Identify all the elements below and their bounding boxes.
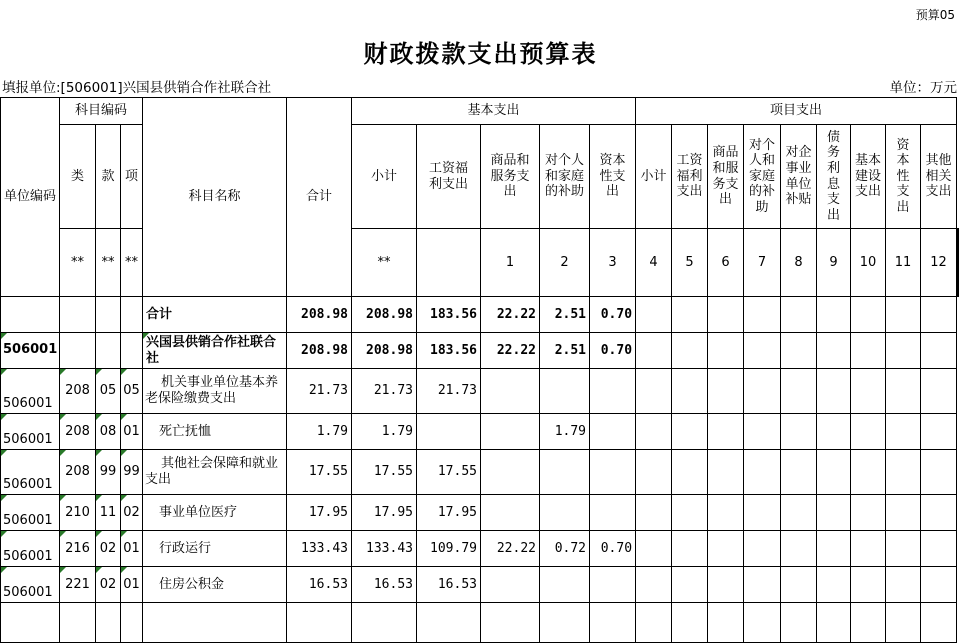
header-basic-capital: 资本性支出 [590, 125, 636, 229]
basic-subtotal-cell: 208.98 [352, 333, 417, 369]
header-project-personal: 对个人和家庭的补助 [744, 125, 781, 229]
report-code: 预算05 [915, 8, 955, 22]
currency-unit: 单位：万元 [889, 80, 957, 96]
basic-capital-cell: 0.70 [590, 333, 636, 369]
header-basic-personal: 对个人和家庭的补助 [540, 125, 590, 229]
basic-goods-cell [481, 450, 540, 495]
unit-code-cell: 506001 [1, 495, 60, 531]
basic-personal-cell: 2.51 [540, 297, 590, 333]
basic-personal-cell: 2.51 [540, 333, 590, 369]
header-total: 合计 [287, 98, 352, 297]
index-cell: 6 [708, 229, 744, 297]
subject-name-cell: 机关事业单位基本养老保险缴费支出 [143, 369, 287, 414]
total-cell: 208.98 [287, 297, 352, 333]
total-cell: 133.43 [287, 531, 352, 567]
basic-personal-cell: 0.72 [540, 531, 590, 567]
index-cell: 3 [590, 229, 636, 297]
header-basic-goods: 商品和服务支出 [481, 125, 540, 229]
xiang-cell: 99 [121, 450, 143, 495]
total-cell: 1.79 [287, 414, 352, 450]
basic-goods-cell: 22.22 [481, 297, 540, 333]
xiang-cell: 01 [121, 531, 143, 567]
index-cell: 10 [851, 229, 886, 297]
basic-wage-cell: 16.53 [417, 567, 481, 603]
basic-wage-cell: 17.55 [417, 450, 481, 495]
budget-table [0, 97, 959, 643]
reporting-unit: 填报单位:[506001]兴国县供销合作社联合社 [2, 80, 272, 96]
subject-name-cell: 行政运行 [143, 531, 287, 567]
xiang-cell: 02 [121, 495, 143, 531]
lei-cell: 216 [60, 531, 96, 567]
index-cell: ** [352, 229, 417, 297]
header-project-other: 其他相关支出 [921, 125, 957, 229]
basic-wage-cell: 17.95 [417, 495, 481, 531]
index-cell: 2 [540, 229, 590, 297]
header-project-subtotal: 小计 [636, 125, 672, 229]
xiang-cell: 01 [121, 567, 143, 603]
basic-personal-cell [540, 369, 590, 414]
lei-cell [60, 297, 96, 333]
kuan-cell: 05 [96, 369, 121, 414]
lei-cell: 208 [60, 414, 96, 450]
unit-code-cell: 506001 [1, 369, 60, 414]
basic-capital-cell [590, 495, 636, 531]
basic-personal-cell [540, 450, 590, 495]
lei-cell: 221 [60, 567, 96, 603]
kuan-cell: 08 [96, 414, 121, 450]
basic-goods-cell: 22.22 [481, 531, 540, 567]
index-cell: ** [60, 229, 96, 297]
table-row-unit [1, 333, 959, 369]
total-cell: 17.95 [287, 495, 352, 531]
header-xiang: 项 [121, 125, 143, 229]
unit-code-cell: 506001 [1, 450, 60, 495]
basic-subtotal-cell: 17.55 [352, 450, 417, 495]
xiang-cell [121, 333, 143, 369]
kuan-cell [96, 297, 121, 333]
xiang-cell [121, 297, 143, 333]
index-cell: 4 [636, 229, 672, 297]
header-project-enterprise-subsidy: 对企事业单位补贴 [781, 125, 817, 229]
header-project-wage: 工资福利支出 [672, 125, 708, 229]
unit-code-cell [1, 297, 60, 333]
table-row [1, 414, 959, 450]
lei-cell: 210 [60, 495, 96, 531]
header-project-infrastructure: 基本建设支出 [851, 125, 886, 229]
subject-name-cell: 住房公积金 [143, 567, 287, 603]
index-cell [958, 229, 959, 297]
kuan-cell: 99 [96, 450, 121, 495]
header-project-expenditure: 项目支出 [636, 98, 957, 125]
xiang-cell: 05 [121, 369, 143, 414]
kuan-cell: 11 [96, 495, 121, 531]
basic-subtotal-cell: 133.43 [352, 531, 417, 567]
header-unit-code: 单位编码 [1, 98, 60, 297]
index-cell: ** [96, 229, 121, 297]
basic-wage-cell [417, 414, 481, 450]
total-cell: 21.73 [287, 369, 352, 414]
basic-goods-cell: 22.22 [481, 333, 540, 369]
index-cell: ** [121, 229, 143, 297]
header-subject-name: 科目名称 [143, 98, 287, 297]
index-cell: 8 [781, 229, 817, 297]
basic-wage-cell: 109.79 [417, 531, 481, 567]
basic-subtotal-cell: 21.73 [352, 369, 417, 414]
basic-capital-cell [590, 450, 636, 495]
subject-name-cell: 兴国县供销合作社联合社 [143, 333, 287, 369]
basic-personal-cell [540, 495, 590, 531]
xiang-cell: 01 [121, 414, 143, 450]
page-title: 财政拨款支出预算表 [363, 39, 598, 68]
basic-capital-cell [590, 369, 636, 414]
basic-subtotal-cell: 1.79 [352, 414, 417, 450]
subject-name-cell: 死亡抚恤 [143, 414, 287, 450]
total-cell: 17.55 [287, 450, 352, 495]
header-project-debt-interest: 债务利息支出 [817, 125, 851, 229]
basic-subtotal-cell: 16.53 [352, 567, 417, 603]
index-cell: 12 [921, 229, 957, 297]
index-cell: 7 [744, 229, 781, 297]
header-subject-code: 科目编码 [60, 98, 143, 125]
table-row [1, 495, 959, 531]
header-project-capital: 资本性支出 [886, 125, 921, 229]
kuan-cell: 02 [96, 567, 121, 603]
basic-wage-cell: 183.56 [417, 333, 481, 369]
index-cell [417, 229, 481, 297]
header-basic-subtotal: 小计 [352, 125, 417, 229]
lei-cell: 208 [60, 450, 96, 495]
unit-code-cell: 506001 [1, 567, 60, 603]
subject-name-cell: 事业单位医疗 [143, 495, 287, 531]
basic-wage-cell: 183.56 [417, 297, 481, 333]
index-cell: 9 [817, 229, 851, 297]
header-lei: 类 [60, 125, 96, 229]
unit-code-cell: 506001 [1, 333, 60, 369]
table-row [1, 531, 959, 567]
total-cell: 16.53 [287, 567, 352, 603]
header-basic-wage: 工资福利支出 [417, 125, 481, 229]
basic-capital-cell: 0.70 [590, 297, 636, 333]
lei-cell: 208 [60, 369, 96, 414]
header-basic-expenditure: 基本支出 [352, 98, 636, 125]
basic-subtotal-cell: 17.95 [352, 495, 417, 531]
basic-goods-cell [481, 369, 540, 414]
kuan-cell [96, 333, 121, 369]
table-row [1, 369, 959, 414]
basic-subtotal-cell: 208.98 [352, 297, 417, 333]
index-cell: 5 [672, 229, 708, 297]
header-kuan: 款 [96, 125, 121, 229]
table-row [1, 567, 959, 603]
lei-cell [60, 333, 96, 369]
index-cell: 11 [886, 229, 921, 297]
index-cell: 1 [481, 229, 540, 297]
unit-code-cell: 506001 [1, 531, 60, 567]
basic-goods-cell [481, 567, 540, 603]
subject-name-cell: 其他社会保障和就业支出 [143, 450, 287, 495]
basic-goods-cell [481, 414, 540, 450]
total-cell: 208.98 [287, 333, 352, 369]
kuan-cell: 02 [96, 531, 121, 567]
basic-capital-cell [590, 414, 636, 450]
table-row-total [1, 297, 959, 333]
table-row [1, 450, 959, 495]
basic-capital-cell [590, 567, 636, 603]
basic-wage-cell: 21.73 [417, 369, 481, 414]
basic-capital-cell: 0.70 [590, 531, 636, 567]
subject-name-cell: 合计 [143, 297, 287, 333]
header-project-goods: 商品和服务支出 [708, 125, 744, 229]
basic-goods-cell [481, 495, 540, 531]
basic-personal-cell [540, 567, 590, 603]
basic-personal-cell: 1.79 [540, 414, 590, 450]
unit-code-cell: 506001 [1, 414, 60, 450]
